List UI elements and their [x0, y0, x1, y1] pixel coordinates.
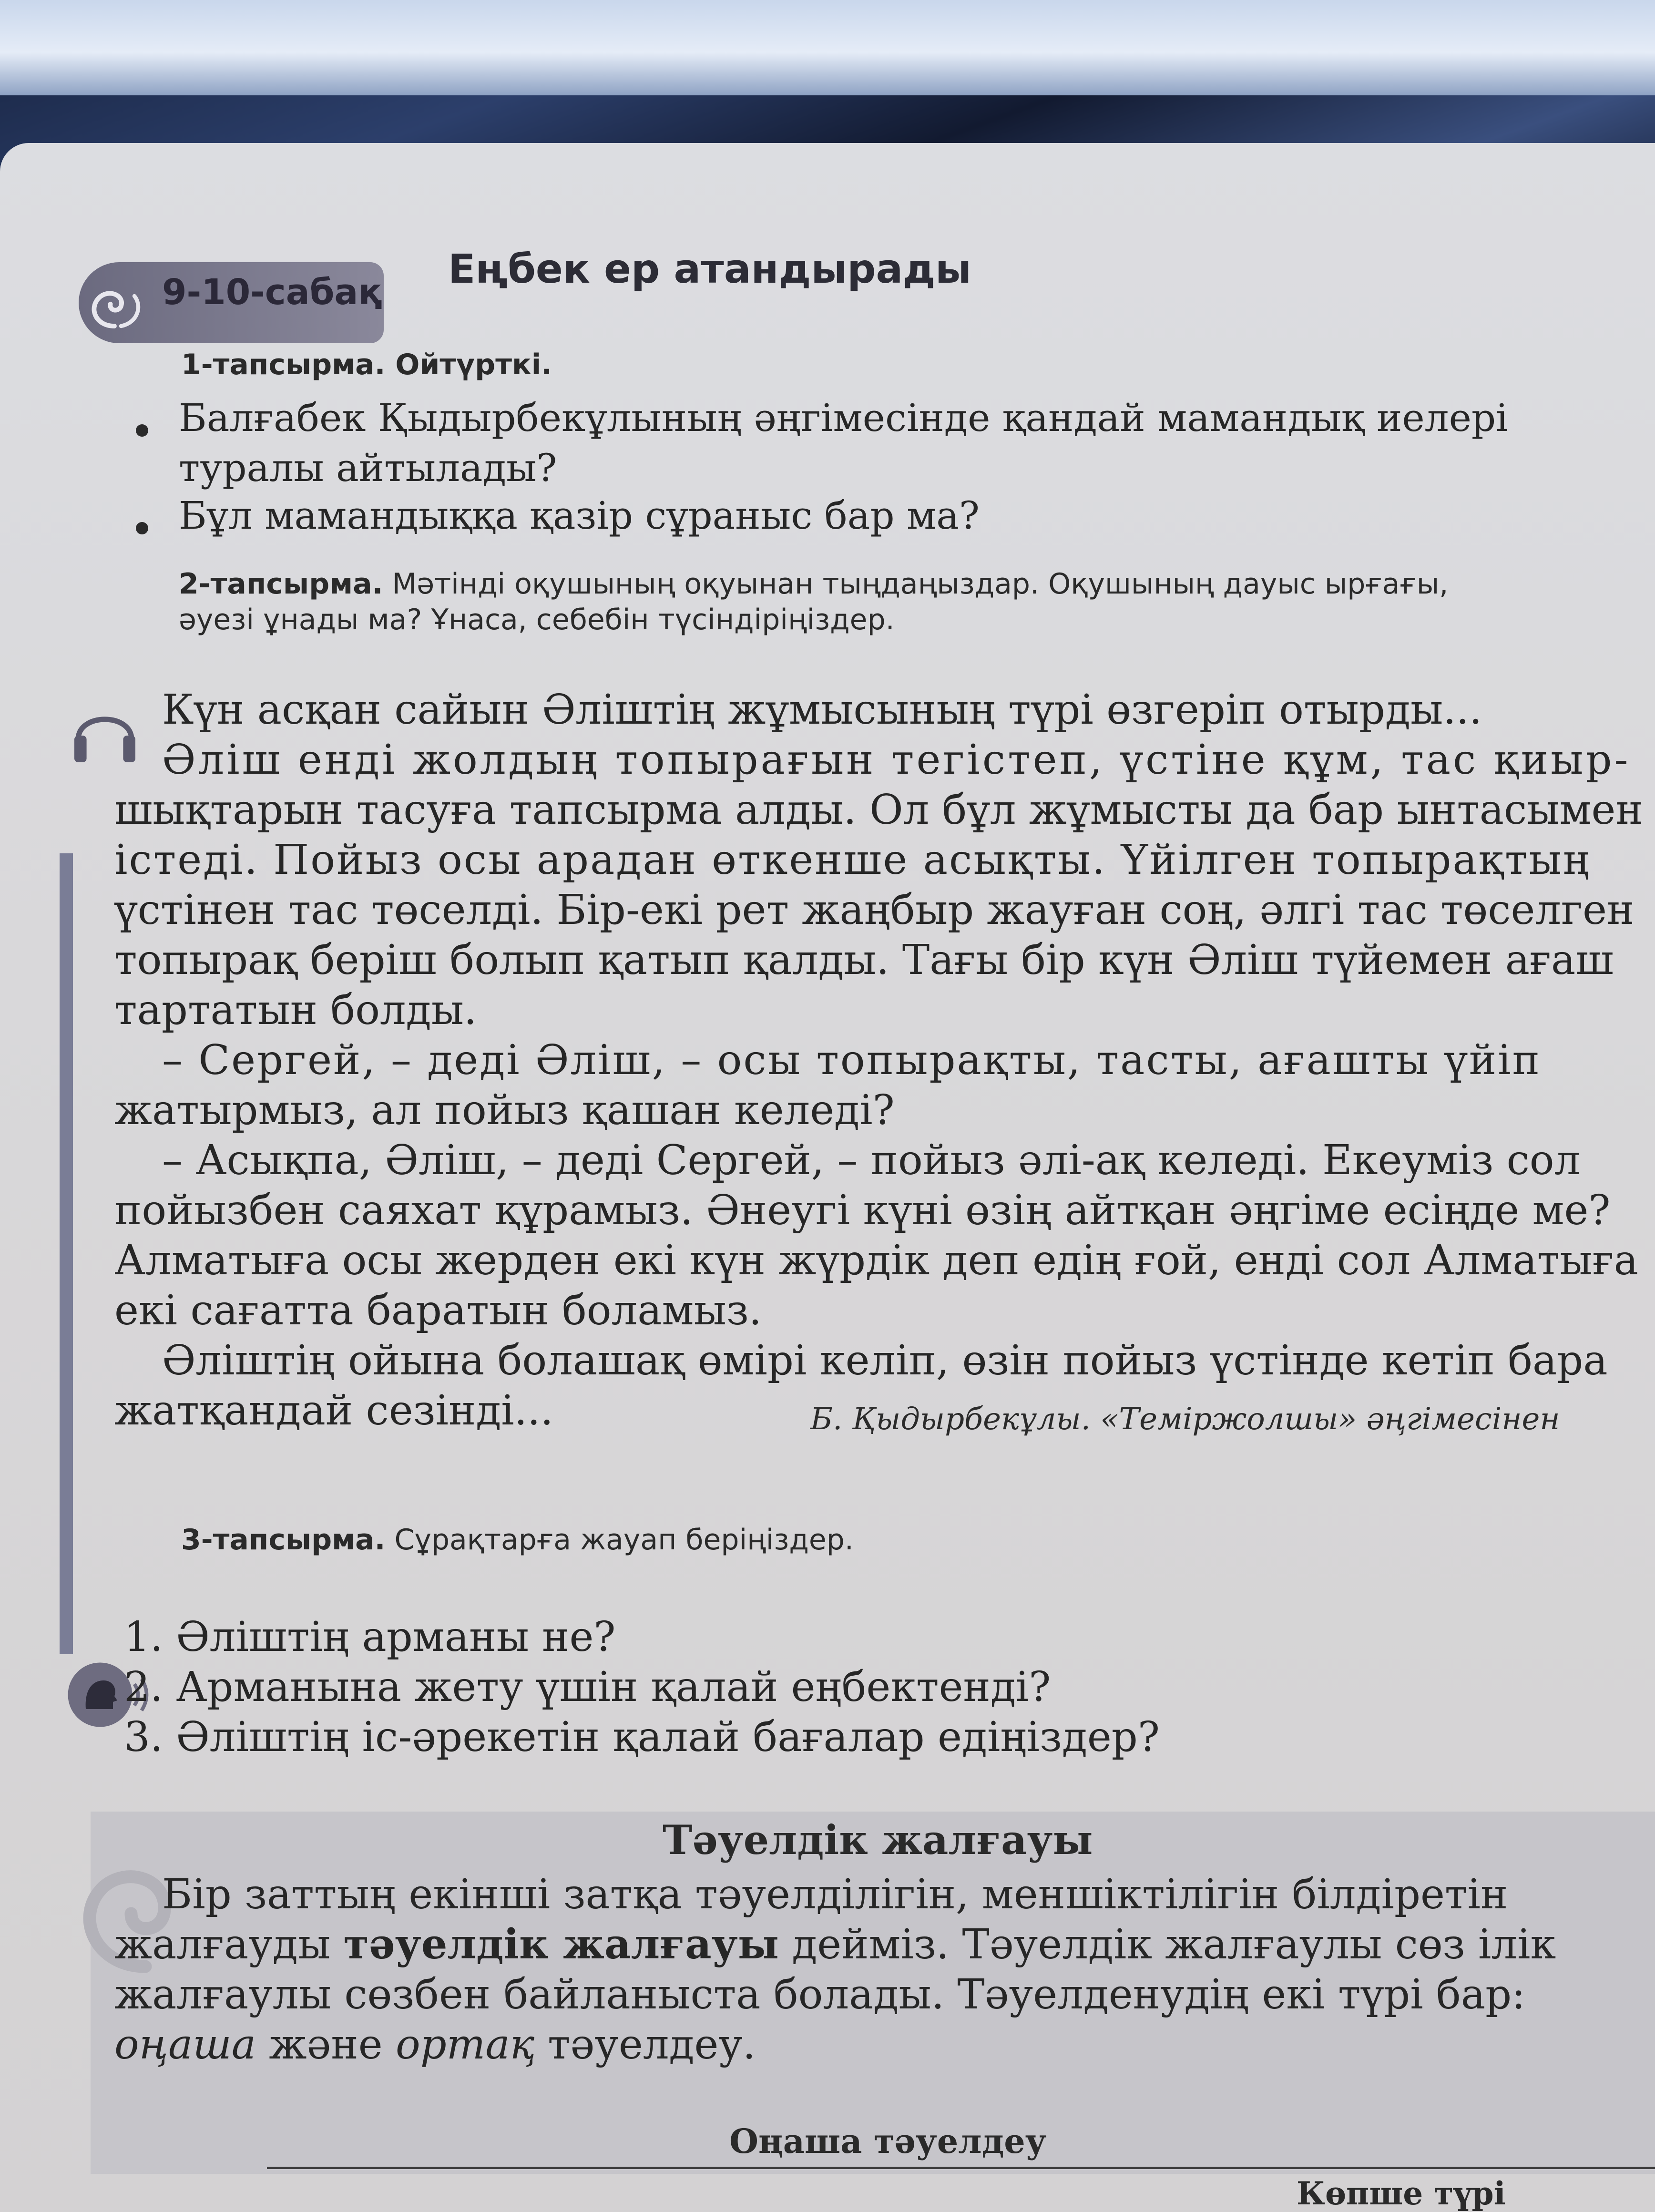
bullet-dot — [136, 522, 148, 534]
story-line: Күн асқан сайын Әліштің жұмысының түрі өзгеріп отырды... — [162, 686, 1482, 734]
swirl-ornament-icon — [81, 269, 148, 336]
table-header-plural: Көпше түрі — [1297, 2175, 1506, 2212]
story-line: тартатын болды. — [114, 986, 477, 1034]
rule-line-2-end: дейміз. Тәуелдік жалғаулы сөз ілік — [779, 1921, 1556, 1968]
story-line: жатқандай сезінді... — [114, 1387, 553, 1434]
story-line: істеді. Пойыз осы арадан өткенше асықты. Үйілген топырақтың — [114, 836, 1591, 884]
question-1: 1. Әліштің арманы не? — [124, 1613, 616, 1661]
story-line: топырақ беріш болып қатып қалды. Тағы бір күн Әліш түйемен ағаш — [114, 936, 1614, 984]
task2-heading — [179, 567, 1448, 601]
story-line: екі сағатта баратын боламыз. — [114, 1287, 762, 1334]
table-header-singular: Оңаша тәуелдеу — [729, 2121, 1047, 2161]
rule-line-2 — [114, 1919, 1556, 1970]
textbook-page — [0, 143, 1655, 2212]
task3-instruction: Сұрақтарға жауап беріңіздер. — [385, 1523, 854, 1557]
task1-bullet-1: Балғабек Қыдырбекұлының әңгімесінде қандай мамандық иелері — [179, 396, 1508, 440]
rule-line-2-start: жалғауды — [114, 1921, 344, 1968]
rule-line-4-end: тәуелдеу. — [534, 2021, 756, 2069]
rule-line-3: жалғаулы сөзбен байланыста болады. Тәуелденудің екі түрі бар: — [114, 1971, 1526, 2018]
task3-label: 3-тапсырма. — [181, 1523, 386, 1557]
task1-heading: 1-тапсырма. Ойтүрткі. — [181, 348, 552, 381]
task2-instruction: Мәтінді оқушының оқуынан тыңдаңыздар. Оқушының дауыс ырғағы, — [383, 567, 1449, 601]
story-line: жатырмыз, ал пойыз қашан келеді? — [114, 1086, 895, 1134]
table-divider — [267, 2167, 1655, 2169]
task2-label: 2-тапсырма. — [179, 567, 383, 601]
story-line: Алматыға осы жерден екі күн жүрдік деп едің ғой, енді сол Алматыға — [114, 1237, 1638, 1284]
rule-line-4 — [114, 2019, 756, 2070]
rule-line-1: Бір заттың екінші затқа тәуелділігін, меншіктілігін білдіретін — [162, 1871, 1508, 1918]
story-line: Әліш енді жолдың топырағын тегістеп, үстіне құм, тас қиыр- — [162, 736, 1631, 784]
story-line: – Сергей, – деді Әліш, – осы топырақты, тасты, ағашты үйіп — [162, 1036, 1541, 1084]
question-2: 2. Арманына жету үшін қалай еңбектенді? — [124, 1663, 1051, 1711]
story-line: шықтарын тасуға тапсырма алды. Ол бұл жұмысты да бар ынтасымен — [114, 786, 1643, 834]
task1-bullet-2: Бұл мамандыққа қазір сұраныс бар ма? — [179, 493, 980, 538]
headphones-icon — [67, 691, 143, 772]
task2-heading-line2: әуезі ұнады ма? Ұнаса, себебін түсіндіріңіздер. — [179, 603, 895, 636]
question-3: 3. Әліштің іс-әрекетін қалай бағалар едіңіздер? — [124, 1713, 1160, 1761]
term-singular: оңаша — [114, 2021, 256, 2069]
rule-term: тәуелдік жалғауы — [343, 1920, 779, 1968]
fabric-light-stripe — [0, 0, 1655, 95]
lesson-title: Еңбек ер атандырады — [448, 246, 971, 292]
story-source: Б. Қыдырбекұлы. «Теміржолшы» әңгімесінен — [810, 1402, 1560, 1437]
task1-bullet-1-cont: туралы айтылады? — [179, 446, 557, 490]
task3-heading — [181, 1523, 854, 1557]
story-line: үстінен тас төселді. Бір-екі рет жаңбыр жауған соң, әлгі тас төселген — [114, 886, 1635, 934]
rule-connector: және — [256, 2021, 396, 2069]
term-common: ортақ — [395, 2021, 535, 2069]
rule-title: Тәуелдік жалғауы — [663, 1816, 1093, 1864]
story-line: – Асықпа, Әліш, – деді Сергей, – пойыз әлі-ақ келеді. Екеуміз сол — [162, 1137, 1581, 1184]
lesson-number: 9-10-сабақ — [162, 272, 382, 313]
quote-bar — [60, 853, 73, 1654]
bullet-dot — [136, 424, 148, 437]
story-line: Әліштің ойына болашақ өмірі келіп, өзін пойыз үстінде кетіп бара — [162, 1337, 1608, 1384]
story-line: пойызбен саяхат құрамыз. Әнеугі күні өзің айтқан әңгіме есіңде ме? — [114, 1187, 1611, 1234]
